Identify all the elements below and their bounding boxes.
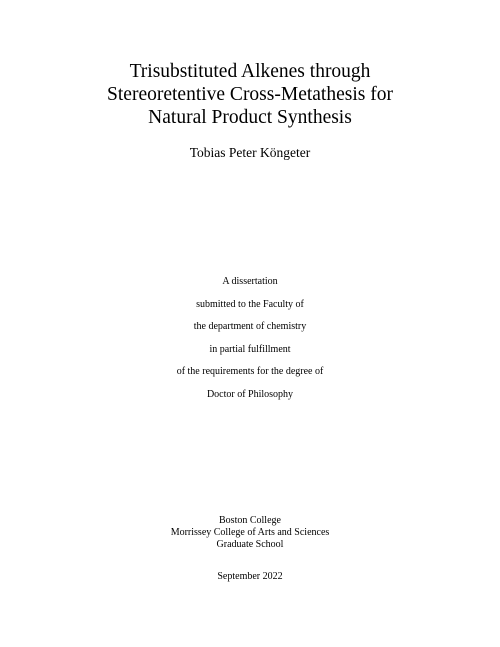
title-line-1: Trisubstituted Alkenes through [129, 61, 371, 82]
title-line-2: Stereoretentive Cross-Metathesis for [107, 84, 393, 105]
author-name: Tobias Peter Köngeter [189, 145, 311, 160]
degree-statement [0, 276, 500, 412]
statement-line-4: in partial fulfillment [209, 343, 291, 355]
dissertation-title [0, 60, 500, 129]
institution-line-2: Morrissey College of Arts and Sciences [170, 527, 330, 538]
institution-block [0, 515, 500, 551]
title-line-3: Natural Product Synthesis [148, 107, 352, 128]
institution-line-3: Graduate School [216, 539, 284, 550]
statement-line-1: A dissertation [222, 276, 278, 287]
statement-line-5: of the requirements for the degree of [176, 366, 324, 378]
statement-line-6: Doctor of Philosophy [206, 388, 294, 400]
statement-line-2: submitted to the Faculty of [196, 298, 304, 310]
statement-line-3: the department of chemistry [193, 321, 307, 333]
institution-line-1: Boston College [219, 515, 281, 526]
submission-date: September 2022 [217, 571, 283, 582]
